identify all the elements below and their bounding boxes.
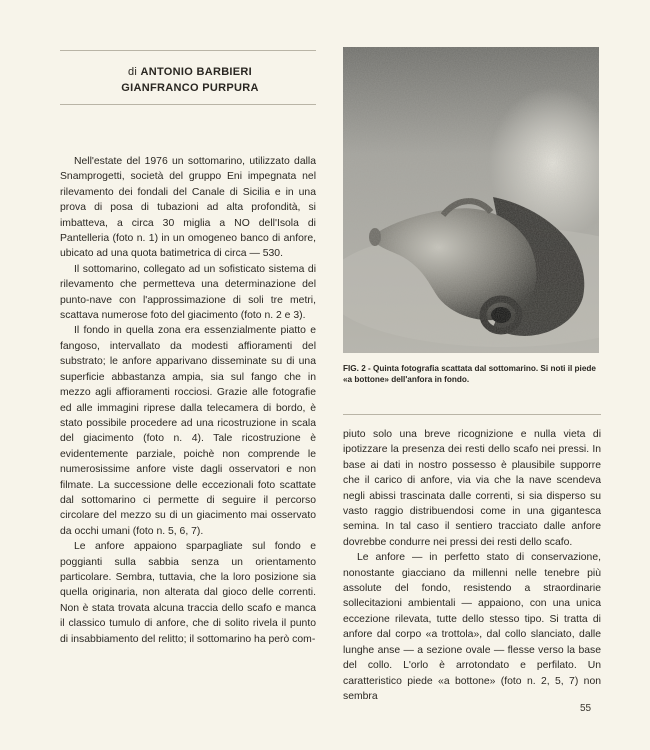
page-number: 55: [580, 703, 592, 714]
author-name-1: ANTONIO BARBIERI: [140, 66, 253, 78]
right-paragraph-1: piuto solo una breve ricognizione e nulla vieta di ipotizzare la presenza dei resti dello scafo nei pressi. In base ai dati in nostro possesso è plausibile supporre che il carico di anfore, via via che la nave scendeva negli abissi trascinata dalle correnti, si sia disperso su vasto raggio distribuendosi come in una gigantesca semina. In tal caso il sentiero tracciato dalle anfore dovrebbe condurre nei pressi dei resti dello scafo.: [343, 429, 601, 548]
author-line-1: [60, 66, 320, 78]
header-top-rule: [60, 50, 316, 51]
right-paragraph-2: Le anfore — in perfetto stato di conservazione, nonostante giacciano da millenni nelle tenebre più assolute del fondo, resistendo a straordinarie sollecitazioni ambientali — appaiono, con una unica eccezione rilevata, tutte dello stesso tipo. Si tratta di anfore dal corpo «a trottola», dal collo slanciato, dalle lunghe anse — a sezione ovale — flesse verso la base del collo. L'orlo è arrotondato e perfilato. Un caratteristico piede «a bottone» (foto n. 2, 5, 7) non sembra: [343, 552, 601, 702]
right-column-rule: [343, 414, 601, 415]
left-paragraph-3: Il fondo in quella zona era essenzialmente piatto e fangoso, intervallato da modesti affioramenti del substrato; le anfore apparivano disseminate su di una superficie abbastanza ampia, sia sul fango che in mezzo agli affioramenti rocciosi. Grazie alle fotografie ed alle immagini riprese dalla telecamera di bordo, è stato possibile procedere ad una ricostruzione in scala del giacimento (foto n. 4). Tale ricostruzione è evidentemente parziale, poichè non comprende le numerosissime anfore viste dagli osservatori e non filmate. La successione delle eccezionali foto scattate dal sottomarino ci permette di seguire il percorso circolare del mezzo su di un giacimento mai osservato da occhi umani (foto n. 5, 6, 7).: [60, 325, 316, 537]
author-line-2: [60, 82, 320, 94]
left-paragraph-1: Nell'estate del 1976 un sottomarino, utilizzato dalla Snamprogetti, società del gruppo Eni impegnata nel rilevamento dei fondali del Canale di Sicilia e in una prova di posa di tubazioni ad alta profondità, si imbatteva, a circa 30 miglia a NO dell'Isola di Pantelleria (foto n. 1) in un omogeneo banco di anfore, ubicato ad una quota batimetrica di circa — 530.: [60, 156, 316, 260]
author-name-2: GIANFRANCO PURPURA: [121, 82, 259, 94]
header-bottom-rule: [60, 104, 316, 105]
author-prefix: di: [127, 66, 138, 78]
left-paragraph-4: Le anfore appaiono sparpagliate sul fondo e poggianti sulla sabbia senza un orientamento particolare. Sembra, tuttavia, che la loro posizione sia quella originaria, non alterata dal gioco delle correnti. Non è stata trovata alcuna traccia dello scafo e manca il classico tumulo di anfore, che di solito rivela il punto di insabbiamento del relitto; il sottomarino ha però com-: [60, 541, 316, 645]
figure-caption: FIG. 2 - Quinta fotografia scattata dal sottomarino. Si noti il piede «a bottone» dell'anfora in fondo.: [343, 364, 596, 384]
left-column: [60, 154, 316, 647]
left-paragraph-2: Il sottomarino, collegato ad un sofisticato sistema di rilevamento che permetteva una determinazione del punto-nave con l'approssimazione di soli tre metri, scattava numerose foto del giacimento (foto n. 2 e 3).: [60, 263, 316, 322]
right-column: [343, 427, 601, 704]
amphora-photo: [343, 47, 599, 353]
